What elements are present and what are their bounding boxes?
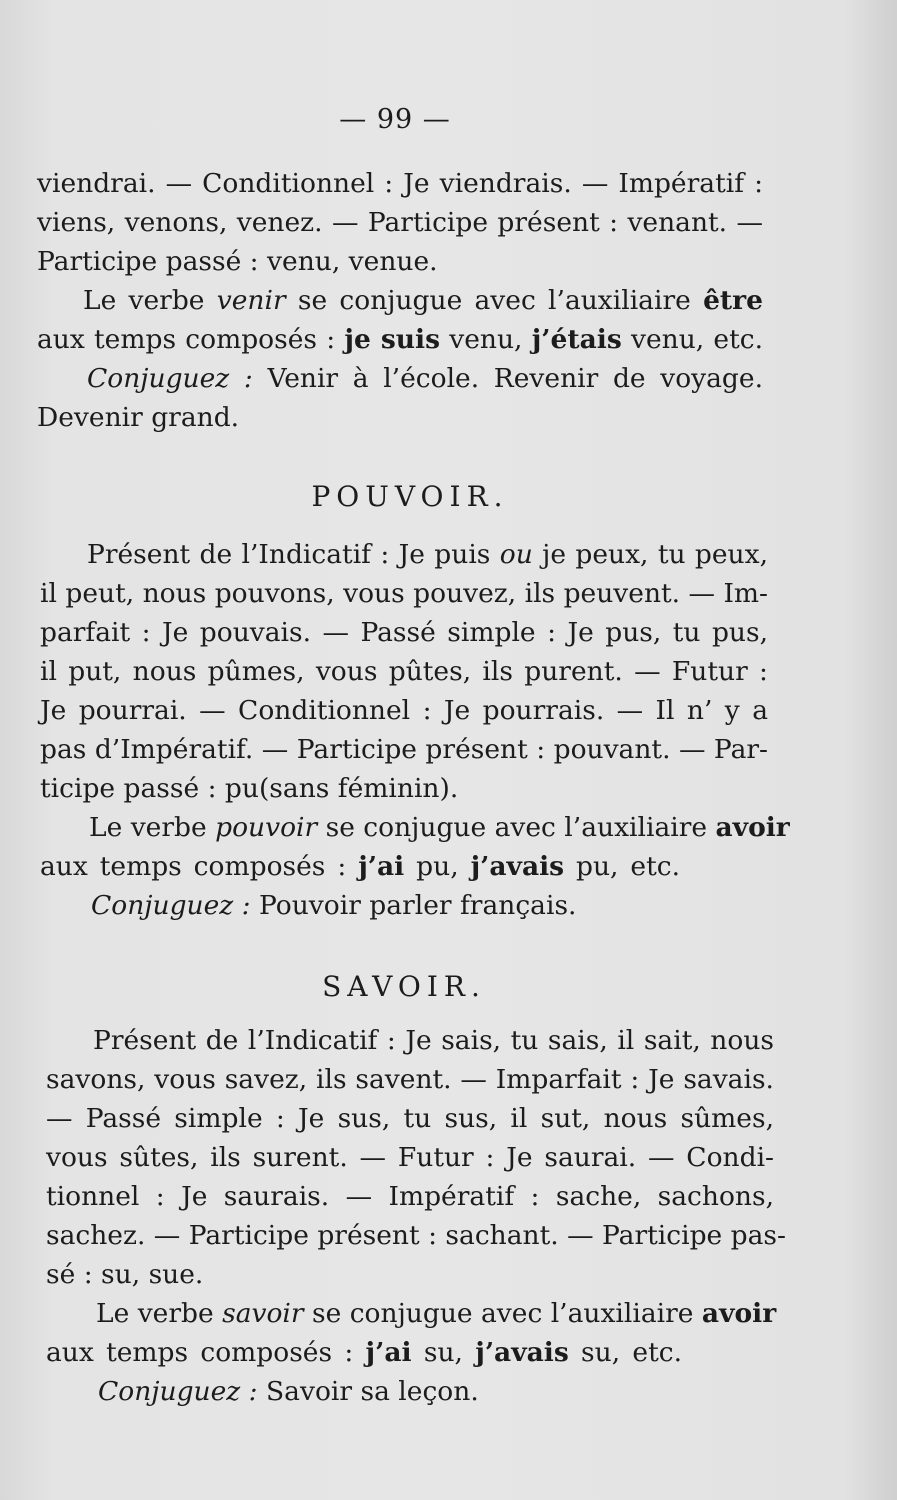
- pouvoir-line-1: Présent de l’Indicatif : Je puis ou je peux, tu peux,: [87, 539, 768, 570]
- pouvoir-line-6: pas d’Impératif. — Participe présent : pouvant. — Par-: [40, 734, 768, 765]
- savoir-line-2: savons, vous savez, ils savent. — Imparfait : Je savais.: [46, 1064, 774, 1095]
- venir-line-2: viens, venons, venez. — Participe présent : venant. —: [37, 207, 763, 238]
- pouvoir-line-2: il peut, nous pouvons, vous pouvez, ils peuvent. — Im-: [40, 578, 768, 609]
- pouvoir-line-7: ticipe passé : pu(sans féminin).: [40, 773, 459, 804]
- page-number: — 99 —: [339, 104, 451, 135]
- pouvoir-aux-line-1: Le verbe pouvoir se conjugue avec l’auxiliaire avoir: [89, 812, 790, 843]
- pouvoir-exercise-line: Conjuguez : Pouvoir parler français.: [91, 890, 577, 921]
- savoir-aux-line-1: Le verbe savoir se conjugue avec l’auxiliaire avoir: [96, 1298, 777, 1329]
- venir-line-3: Participe passé : venu, venue.: [37, 246, 438, 277]
- savoir-section: [46, 1021, 786, 1411]
- savoir-line-4: vous sûtes, ils surent. — Futur : Je saurai. — Condi-: [46, 1142, 774, 1173]
- pouvoir-line-3: parfait : Je pouvais. — Passé simple : Je pus, tu pus,: [40, 617, 768, 648]
- savoir-exercise-line: Conjuguez : Savoir sa leçon.: [98, 1376, 479, 1407]
- venir-line-1: viendrai. — Conditionnel : Je viendrais. — Impératif :: [37, 168, 763, 199]
- savoir-line-3: — Passé simple : Je sus, tu sus, il sut, nous sûmes,: [46, 1103, 774, 1134]
- pouvoir-section: [40, 535, 790, 925]
- pouvoir-line-4: il put, nous pûmes, vous pûtes, ils purent. — Futur :: [40, 656, 768, 687]
- venir-exercise-line-1: Conjuguez : Venir à l’école. Revenir de voyage.: [87, 363, 764, 394]
- pouvoir-heading: POUVOIR.: [311, 480, 509, 513]
- savoir-line-6: sachez. — Participe présent : sachant. — Participe pas-: [46, 1220, 786, 1251]
- pouvoir-line-5: Je pourrai. — Conditionnel : Je pourrais. — Il n’ y a: [40, 695, 768, 726]
- pouvoir-aux-line-2: aux temps composés : j’ai pu, j’avais pu, etc.: [40, 851, 681, 882]
- venir-aux-line-1: Le verbe venir se conjugue avec l’auxiliaire être: [83, 285, 763, 316]
- savoir-line-7: sé : su, sue.: [46, 1259, 204, 1290]
- savoir-aux-line-2: aux temps composés : j’ai su, j’avais su, etc.: [46, 1337, 682, 1368]
- venir-exercise-line-2: Devenir grand.: [37, 402, 240, 433]
- savoir-line-1: Présent de l’Indicatif : Je sais, tu sais, il sait, nous: [93, 1025, 774, 1056]
- savoir-heading: SAVOIR.: [322, 970, 486, 1003]
- venir-aux-line-2: aux temps composés : je suis venu, j’étais venu, etc.: [37, 324, 764, 355]
- savoir-line-5: tionnel : Je saurais. — Impératif : sache, sachons,: [46, 1181, 774, 1212]
- venir-section: [37, 164, 763, 437]
